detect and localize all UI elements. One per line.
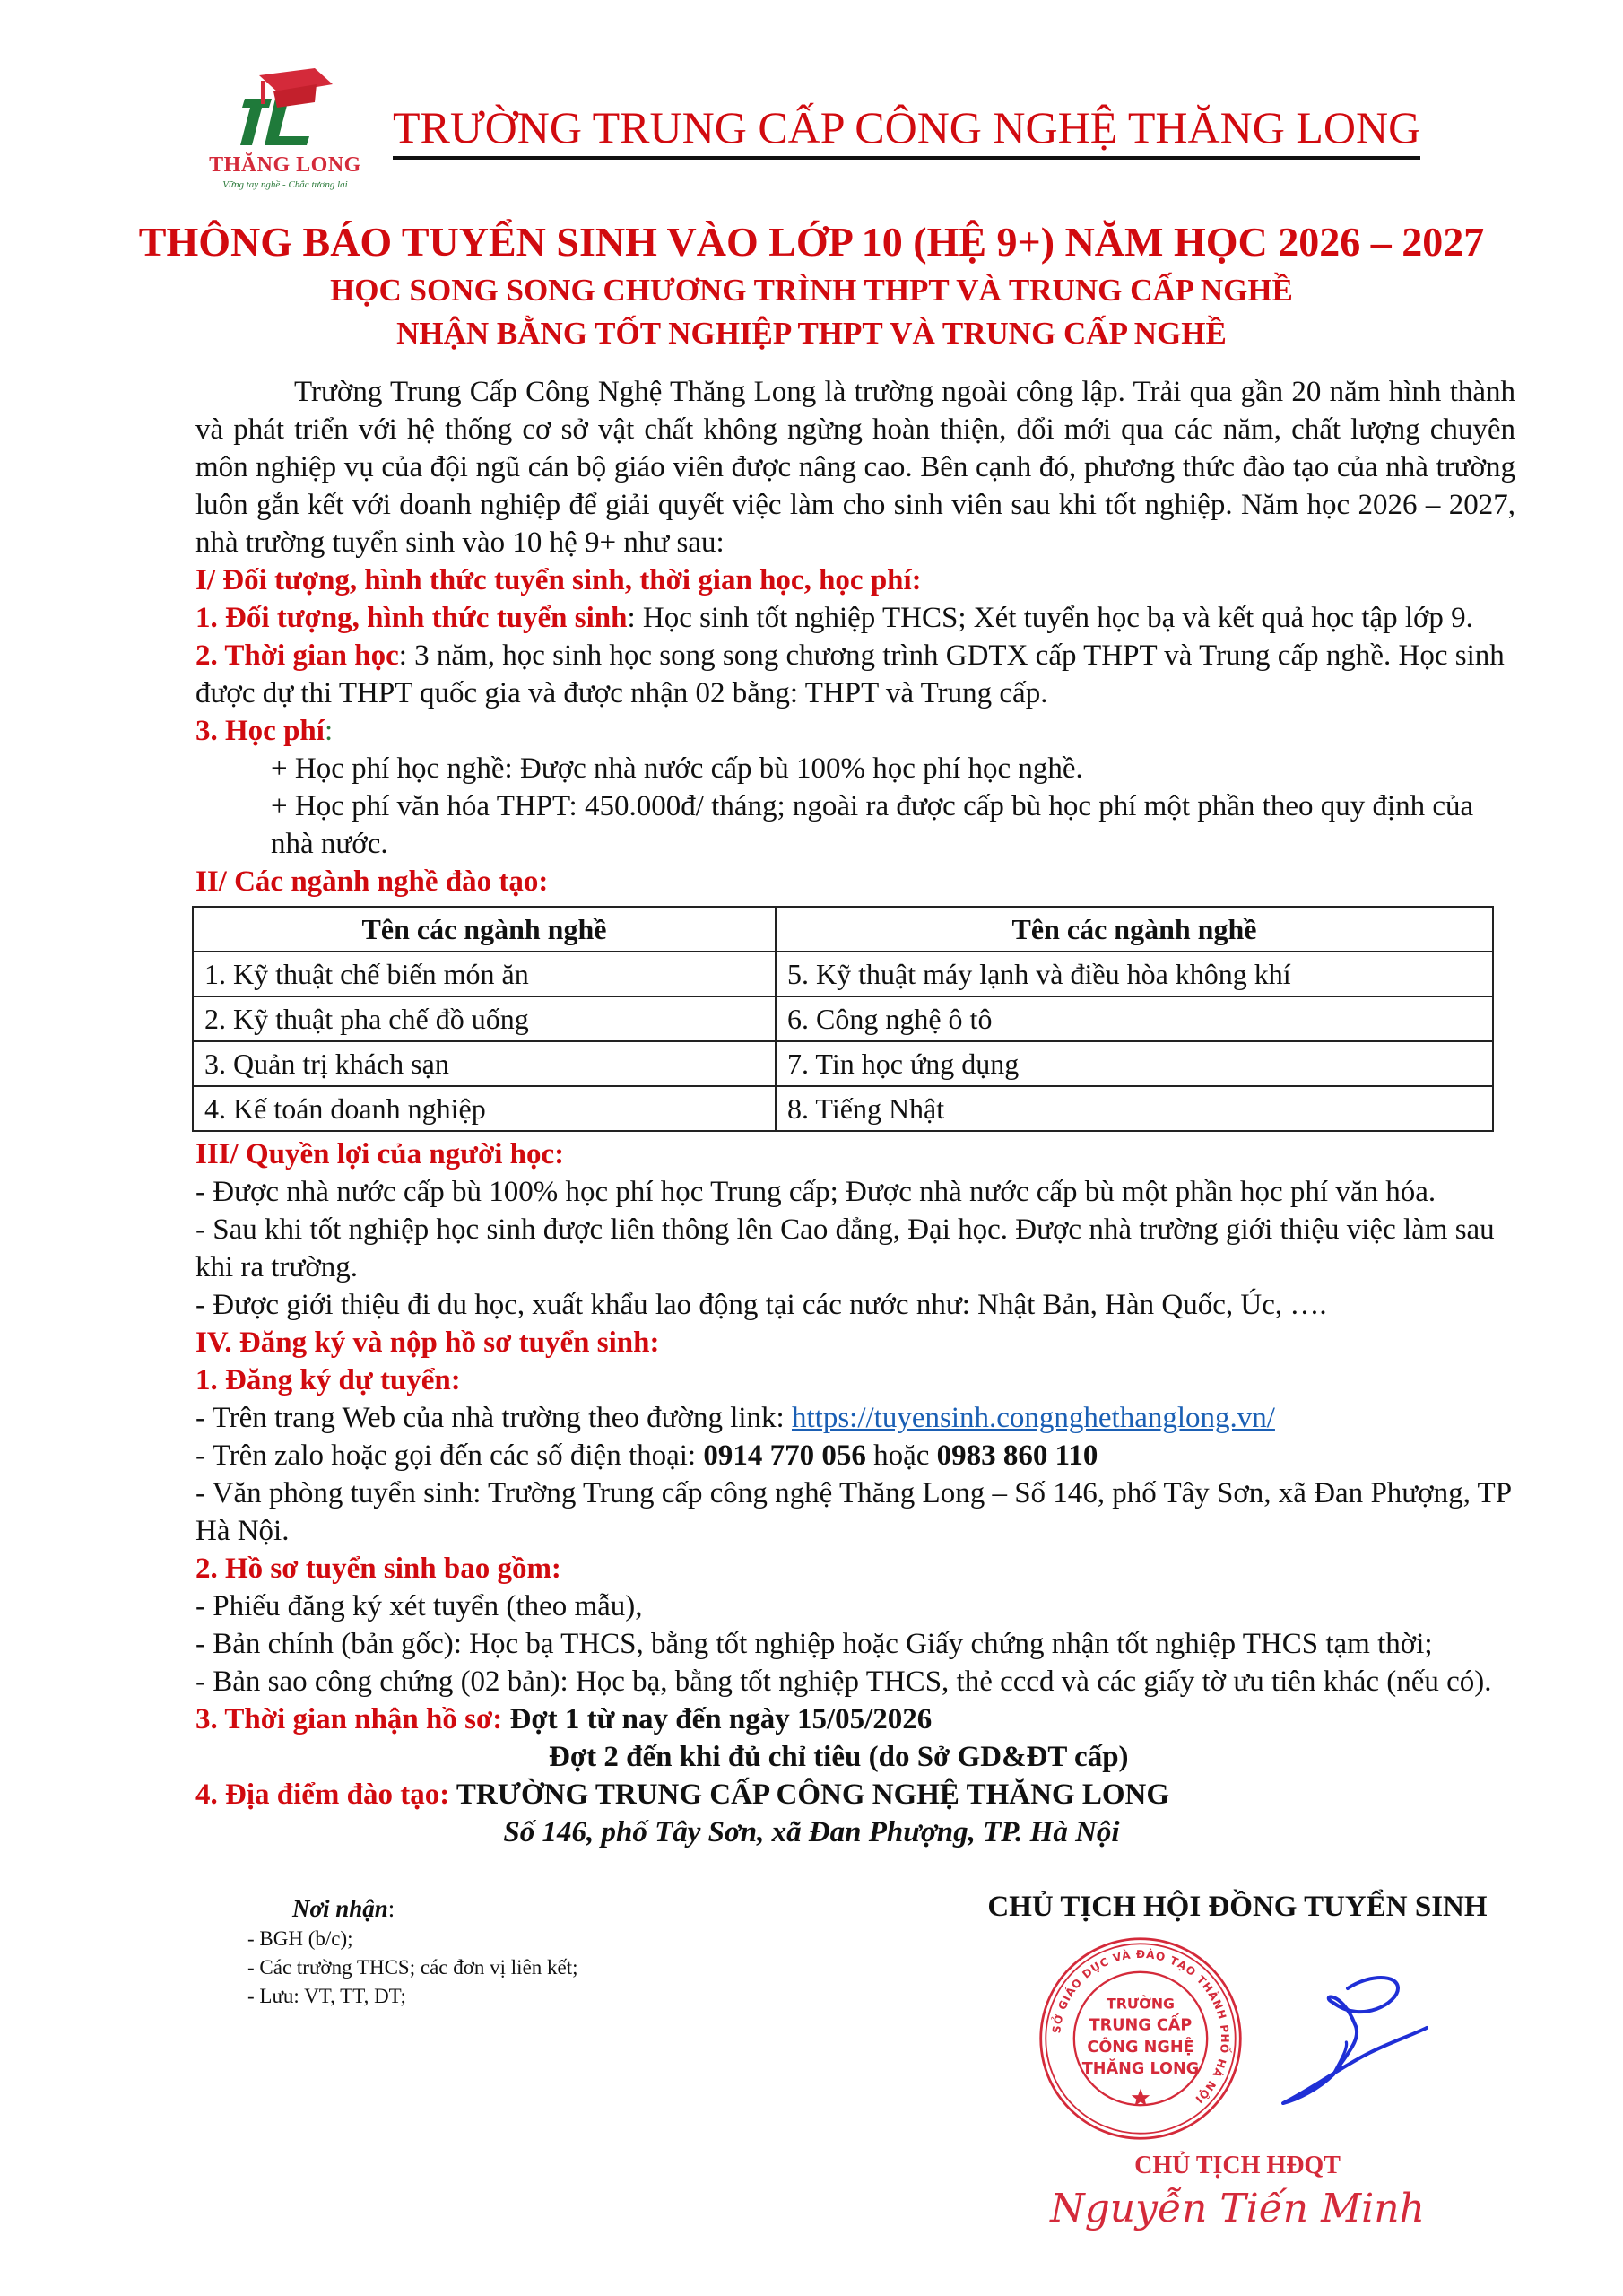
documents-title: 2. Hồ sơ tuyển sinh bao gồm: xyxy=(195,1552,561,1585)
notice-title: THÔNG BÁO TUYỂN SINH VÀO LỚP 10 (HỆ 9+) NĂM HỌC 2026 – 2027 xyxy=(138,219,1485,265)
section-1-item-1 xyxy=(195,599,1515,637)
stamp-line: CÔNG NGHỆ xyxy=(1087,2038,1194,2057)
table-cell: 6. Công nghệ ô tô xyxy=(776,996,1493,1041)
stamp-star-icon xyxy=(1132,2089,1150,2106)
title-underline xyxy=(393,156,1420,160)
fee-vocational: + Học phí học nghề: Được nhà nước cấp bù 100% học phí học nghề. xyxy=(271,752,1083,785)
benefit-2-text: - Sau khi tốt nghiệp học sinh được liên thông lên Cao đẳng, Đại học. Được nhà trường giới thiệu xyxy=(195,1213,1340,1246)
phone-or: hoặc xyxy=(865,1439,937,1472)
benefit-2 xyxy=(195,1211,1515,1286)
school-title-block xyxy=(393,63,1420,160)
section-1-item-2-cont: nghề. Học sinh được dự thi THPT quốc gia và được nhận 02 bằng: THPT và Trung cấp. xyxy=(195,639,1505,709)
item-label: 1. Đối tượng, hình thức tuyển sinh xyxy=(195,602,628,634)
venue-address: Số 146, phố Tây Sơn, xã Đan Phượng, TP. Hà Nội xyxy=(503,1816,1120,1848)
chair-title: CHỦ TỊCH HĐQT xyxy=(1134,2152,1341,2179)
benefit-1 xyxy=(195,1173,1515,1211)
intro-line: hình thành và phát triển với hệ thống cơ sở vật chất không ngừng hoàn thiện, đổi mới qua các năm, xyxy=(195,376,1516,446)
document-item: - Bản chính (bản gốc): Học bạ THCS, bằng tốt nghiệp hoặc Giấy chứng nhận tốt nghiệp THCS tạm thời; xyxy=(195,1628,1433,1660)
table-cell: 1. Kỹ thuật chế biến món ăn xyxy=(193,952,776,996)
table-cell: 2. Kỹ thuật pha chế đồ uống xyxy=(193,996,776,1041)
register-phone xyxy=(195,1437,1515,1474)
table-cell: 4. Kế toán doanh nghiệp xyxy=(193,1086,776,1131)
stamp-ring-text: SỞ GIÁO DỤC VÀ ĐÀO TẠO THÀNH PHỐ HÀ NỘI xyxy=(1050,1947,1231,2107)
logo-slogan: Vững tay nghề - Chắc tương lai xyxy=(222,179,348,190)
section-2-title: II/ Các ngành nghề đào tạo: xyxy=(195,865,549,898)
table-row xyxy=(193,952,1493,996)
table-cell: 7. Tin học ứng dụng xyxy=(776,1041,1493,1086)
section-3-title: III/ Quyền lợi của người học: xyxy=(195,1138,565,1170)
benefit-1-text: - Được nhà nước cấp bù 100% học phí học Trung cấp; Được nhà nước cấp bù một phần học phí xyxy=(195,1176,1329,1208)
section-1-item-2 xyxy=(195,637,1515,712)
submission-time xyxy=(195,1700,1515,1738)
item-text: : Học sinh tốt nghiệp THCS; Xét tuyển học bạ và kết quả học tập lớp 9. xyxy=(627,602,1473,634)
stamp-line: THĂNG LONG xyxy=(1081,2059,1200,2078)
register-office xyxy=(195,1474,1515,1550)
stamp-line: TRƯỜNG xyxy=(1107,1995,1175,2013)
school-stamp-icon xyxy=(1037,1935,1244,2142)
recipients-block xyxy=(195,1887,578,2011)
intro-line: phương thức đào tạo của nhà trường luôn gắn kết với doanh nghiệp để giải quyết việc làm cho sinh xyxy=(195,451,1516,521)
register-title: 1. Đăng ký dự tuyển: xyxy=(195,1364,461,1396)
benefit-3: - Được giới thiệu đi du học, xuất khẩu lao động tại các nước như: Nhật Bản, Hàn Quốc, Úc, …. xyxy=(195,1289,1327,1321)
round-1: Đợt 1 từ nay đến ngày 15/05/2026 xyxy=(509,1703,933,1735)
intro-line: chất lượng chuyên môn nghiệp vụ của đội ngũ cán bộ giáo viên được nâng cao. Bên cạnh đó, xyxy=(195,413,1515,483)
submission-time-label: 3. Thời gian nhận hồ sơ: xyxy=(195,1703,510,1735)
notice-subtitle-1: HỌC SONG SONG CHƯƠNG TRÌNH THPT VÀ TRUNG CẤP NGHỀ xyxy=(330,273,1293,308)
notice-subtitle-2: NHẬN BẰNG TỐT NGHIỆP THPT VÀ TRUNG CẤP NGHỀ xyxy=(396,316,1227,351)
section-1-item-3 xyxy=(195,712,1515,750)
document-item: - Bản sao công chứng (02 bản): Học bạ, bằng tốt nghiệp THCS, thẻ cccd và các giấy tờ ưu tiên khác (nếu có). xyxy=(195,1665,1492,1698)
item-label: 2. Thời gian học xyxy=(195,639,399,672)
register-office-text: - Văn phòng tuyển sinh: Trường Trung cấp công nghệ Thăng Long – Số 146, phố Tây Sơn, xã Đan xyxy=(195,1477,1364,1509)
signature-icon xyxy=(1258,1967,1437,2110)
fee-culture-text: + Học phí văn hóa THPT: 450.000đ/ tháng; ngoài ra được cấp bù học phí một phần theo quy xyxy=(271,790,1366,822)
recipients-title xyxy=(247,1892,578,1925)
phone-number-1: 0914 770 056 xyxy=(703,1439,866,1472)
logo-block xyxy=(195,63,375,192)
section-1-title: I/ Đối tượng, hình thức tuyển sinh, thời gian học, học phí: xyxy=(195,564,922,596)
notice-body xyxy=(195,373,1515,1813)
logo-name: THĂNG LONG xyxy=(209,153,361,177)
table-cell: 5. Kỹ thuật máy lạnh và điều hòa không khí xyxy=(776,952,1493,996)
school-logo-icon xyxy=(200,63,370,152)
venue-label: 4. Địa điểm đào tạo: xyxy=(195,1779,456,1811)
stamp-line: TRUNG CẤP xyxy=(1089,2016,1193,2035)
signer-block xyxy=(959,1887,1515,2235)
table-cell: 8. Tiếng Nhật xyxy=(776,1086,1493,1131)
column-header: Tên các ngành nghề xyxy=(776,907,1493,952)
recipients-label: Nơi nhận xyxy=(292,1895,388,1922)
item-text: : 3 năm, học sinh học song song chương trình GDTX cấp THPT và Trung cấp xyxy=(398,639,1319,672)
recipient-item: - Lưu: VT, TT, ĐT; xyxy=(247,1985,406,2007)
column-header: Tên các ngành nghề xyxy=(193,907,776,952)
document-item: - Phiếu đăng ký xét tuyển (theo mẫu), xyxy=(195,1590,643,1622)
intro-line: viên sau khi tốt nghiệp. Năm học 2026 – 2027, nhà trường tuyển sinh vào 10 hệ 9+ như sau: xyxy=(195,489,1516,559)
page-header xyxy=(195,63,1487,192)
table-row xyxy=(193,996,1493,1041)
fee-culture-cont: định của nhà nước. xyxy=(271,790,1474,860)
benefit-1-cont: văn hóa. xyxy=(1335,1176,1436,1208)
signer-title: CHỦ TỊCH HỘI ĐỒNG TUYỂN SINH xyxy=(987,1891,1488,1923)
register-web xyxy=(195,1399,1515,1437)
fee-culture xyxy=(195,787,1515,863)
table-cell: 3. Quản trị khách sạn xyxy=(193,1041,776,1086)
careers-table xyxy=(192,906,1494,1132)
phone-number-2: 0983 860 110 xyxy=(936,1439,1098,1472)
training-venue xyxy=(195,1776,1515,1813)
phone-text: - Trên zalo hoặc gọi đến các số điện thoại: xyxy=(195,1439,704,1472)
table-header-row xyxy=(193,907,1493,952)
item-colon: : xyxy=(324,715,334,747)
table-row xyxy=(193,1041,1493,1086)
chair-name: Nguyễn Tiến Minh xyxy=(1050,2186,1425,2231)
school-title: TRƯỜNG TRUNG CẤP CÔNG NGHỆ THĂNG LONG xyxy=(393,102,1421,152)
venue-name: TRƯỜNG TRUNG CẤP CÔNG NGHỆ THĂNG LONG xyxy=(456,1779,1170,1811)
page-footer xyxy=(195,1887,1515,2235)
section-4-title: IV. Đăng ký và nộp hồ sơ tuyển sinh: xyxy=(195,1326,660,1359)
item-label: 3. Học phí xyxy=(195,715,325,747)
seal-and-signature xyxy=(959,1935,1515,2142)
register-web-text: - Trên trang Web của nhà trường theo đường link: xyxy=(195,1402,792,1434)
recipient-item: - Các trường THCS; các đơn vị liên kết; xyxy=(247,1956,578,1979)
register-office-cont: Phượng, TP Hà Nội. xyxy=(195,1477,1511,1547)
round-2: Đợt 2 đến khi đủ chỉ tiêu (do Sở GD&ĐT cấp) xyxy=(549,1741,1129,1773)
table-row xyxy=(193,1086,1493,1131)
benefit-2-cont: việc làm sau khi ra trường. xyxy=(195,1213,1495,1283)
intro-line: Trường Trung Cấp Công Nghệ Thăng Long là trường ngoài công lập. Trải qua gần 20 năm xyxy=(294,376,1381,408)
recipients-colon: : xyxy=(387,1895,395,1922)
intro-paragraph xyxy=(195,373,1515,561)
recipient-item: - BGH (b/c); xyxy=(247,1927,353,1950)
admission-website-link[interactable]: https://tuyensinh.congnghethanglong.vn/ xyxy=(791,1402,1275,1434)
